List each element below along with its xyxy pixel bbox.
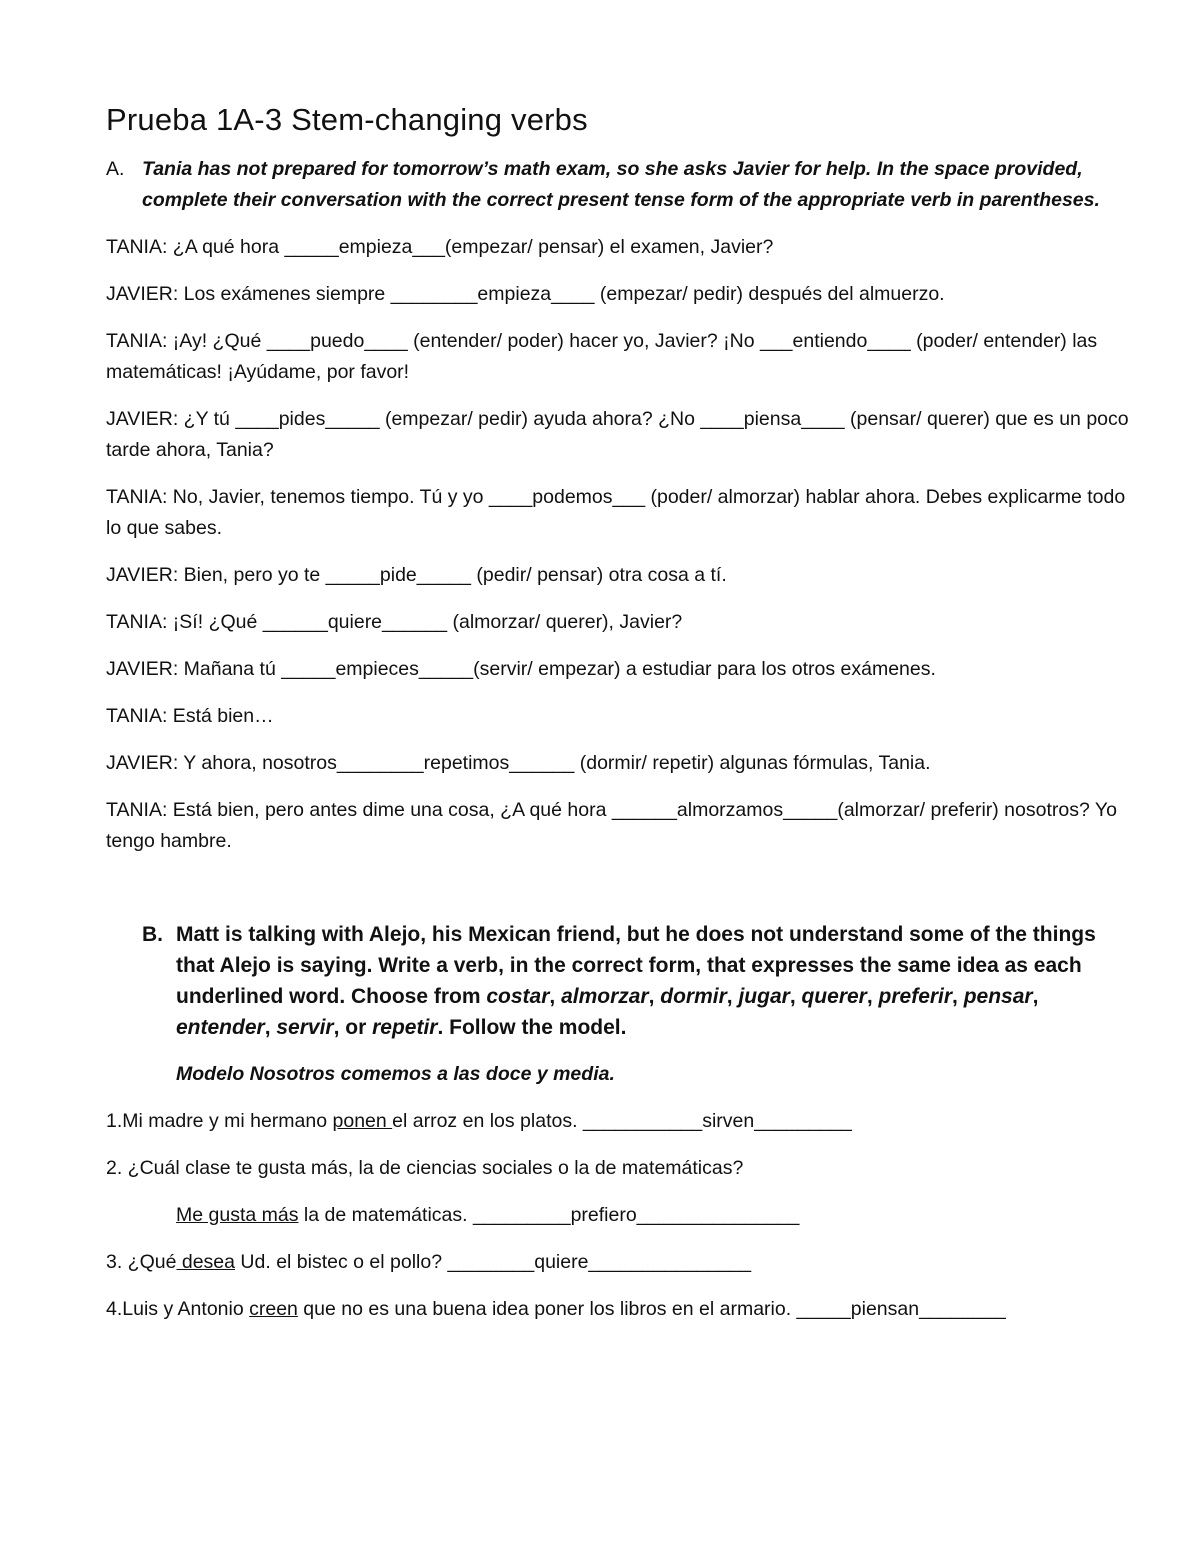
question-text: 3. ¿Qué xyxy=(106,1251,177,1273)
verb-option: servir xyxy=(276,1016,334,1039)
verb-option: pensar xyxy=(963,985,1033,1008)
verb-option: entender xyxy=(176,1016,265,1039)
section-b-outro: . Follow the model. xyxy=(437,1016,627,1039)
section-b-letter: B. xyxy=(142,923,163,946)
question-text: 4.Luis y Antonio xyxy=(106,1298,250,1320)
underlined-word: Me gusta más xyxy=(176,1204,299,1226)
dialogue-line-9: TANIA: Está bien… xyxy=(106,705,274,727)
question-answer: Ud. el bistec o el pollo? ________quiere_______________ xyxy=(235,1251,752,1273)
section-b-instructions xyxy=(142,919,1136,1043)
model-example: Modelo Nosotros comemos a las doce y media. xyxy=(176,1063,615,1085)
separator: , xyxy=(952,985,964,1008)
separator: , xyxy=(866,985,879,1008)
question-answer: el arroz en los platos. ___________sirven_________ xyxy=(392,1110,852,1132)
question-2: 2. ¿Cuál clase te gusta más, la de ciencias sociales o la de matemáticas? xyxy=(106,1157,744,1179)
question-answer: que no es una buena idea poner los libros en el armario. _____piensan________ xyxy=(297,1298,1006,1320)
dialogue-line-5: TANIA: No, Javier, tenemos tiempo. Tú y yo ____podemos___ (poder/ almorzar) hablar ahora. Debes explicarme todo lo que sabes. xyxy=(106,486,1126,539)
dialogue-line-10: JAVIER: Y ahora, nosotros________repetimos______ (dormir/ repetir) algunas fórmulas, Tania. xyxy=(106,752,931,774)
dialogue-line-8: JAVIER: Mañana tú _____empieces_____(servir/ empezar) a estudiar para los otros exámenes. xyxy=(106,658,936,680)
dialogue-line-7: TANIA: ¡Sí! ¿Qué ______quiere______ (almorzar/ querer), Javier? xyxy=(106,611,683,633)
separator: , xyxy=(648,985,661,1008)
verb-option: repetir xyxy=(372,1016,438,1039)
underlined-word: ponen xyxy=(332,1110,393,1132)
separator: , xyxy=(1032,985,1039,1008)
page-title: Prueba 1A-3 Stem-changing verbs xyxy=(106,102,588,137)
question-3 xyxy=(106,1247,1136,1278)
separator: , xyxy=(264,1016,277,1039)
separator: , or xyxy=(333,1016,373,1039)
question-2-answer xyxy=(176,1200,1136,1231)
verb-option: dormir xyxy=(660,985,727,1008)
dialogue-line-11: TANIA: Está bien, pero antes dime una cosa, ¿A qué hora ______almorzamos_____(almorzar/ preferir) nosotros? Yo tengo hambre. xyxy=(106,799,1117,852)
dialogue-line-6: JAVIER: Bien, pero yo te _____pide_____ (pedir/ pensar) otra cosa a tí. xyxy=(106,564,727,586)
verb-option: querer xyxy=(801,985,867,1008)
section-b-intro: Matt is talking with Alejo, his Mexican friend, but he does not understand some of the things that Alejo is saying. Write a verb, in the correct form, that expresses the same idea as each underlined word. Choose from xyxy=(176,923,1096,1008)
underlined-word: creen xyxy=(249,1298,298,1320)
separator: , xyxy=(789,985,802,1008)
dialogue-line-1: TANIA: ¿A qué hora _____empieza___(empezar/ pensar) el examen, Javier? xyxy=(106,236,774,258)
verb-option: jugar xyxy=(738,985,790,1008)
separator: , xyxy=(549,985,562,1008)
question-4 xyxy=(106,1294,1136,1325)
section-a-instructions xyxy=(106,154,1136,216)
document-page xyxy=(106,98,1136,1341)
section-b-text xyxy=(176,919,1136,1043)
separator: , xyxy=(726,985,739,1008)
dialogue-line-3: TANIA: ¡Ay! ¿Qué ____puedo____ (entender/ poder) hacer yo, Javier? ¡No ___entiendo____ (poder/ entender) las matemáticas! ¡Ayúdame, por favor! xyxy=(106,330,1098,383)
question-1 xyxy=(106,1106,1136,1137)
underlined-word: desea xyxy=(176,1251,236,1273)
dialogue-line-2: JAVIER: Los exámenes siempre ________empieza____ (empezar/ pedir) después del almuerzo. xyxy=(106,283,945,305)
verb-option: costar xyxy=(486,985,550,1008)
section-a-letter: A. xyxy=(106,158,125,180)
section-a-text: Tania has not prepared for tomorrow’s math exam, so she asks Javier for help. In the space provided, complete their conversation with the correct present tense form of the appropriate verb in parentheses. xyxy=(142,158,1100,211)
question-text: 1.Mi madre y mi hermano xyxy=(106,1110,333,1132)
verb-option: preferir xyxy=(878,985,953,1008)
dialogue-line-4: JAVIER: ¿Y tú ____pides_____ (empezar/ pedir) ayuda ahora? ¿No ____piensa____ (pensar/ querer) que es un poco tarde ahora, Tania? xyxy=(106,408,1129,461)
verb-option: almorzar xyxy=(561,985,649,1008)
section-spacer xyxy=(106,873,1136,919)
question-answer: la de matemáticas. _________prefiero_______________ xyxy=(298,1204,800,1226)
